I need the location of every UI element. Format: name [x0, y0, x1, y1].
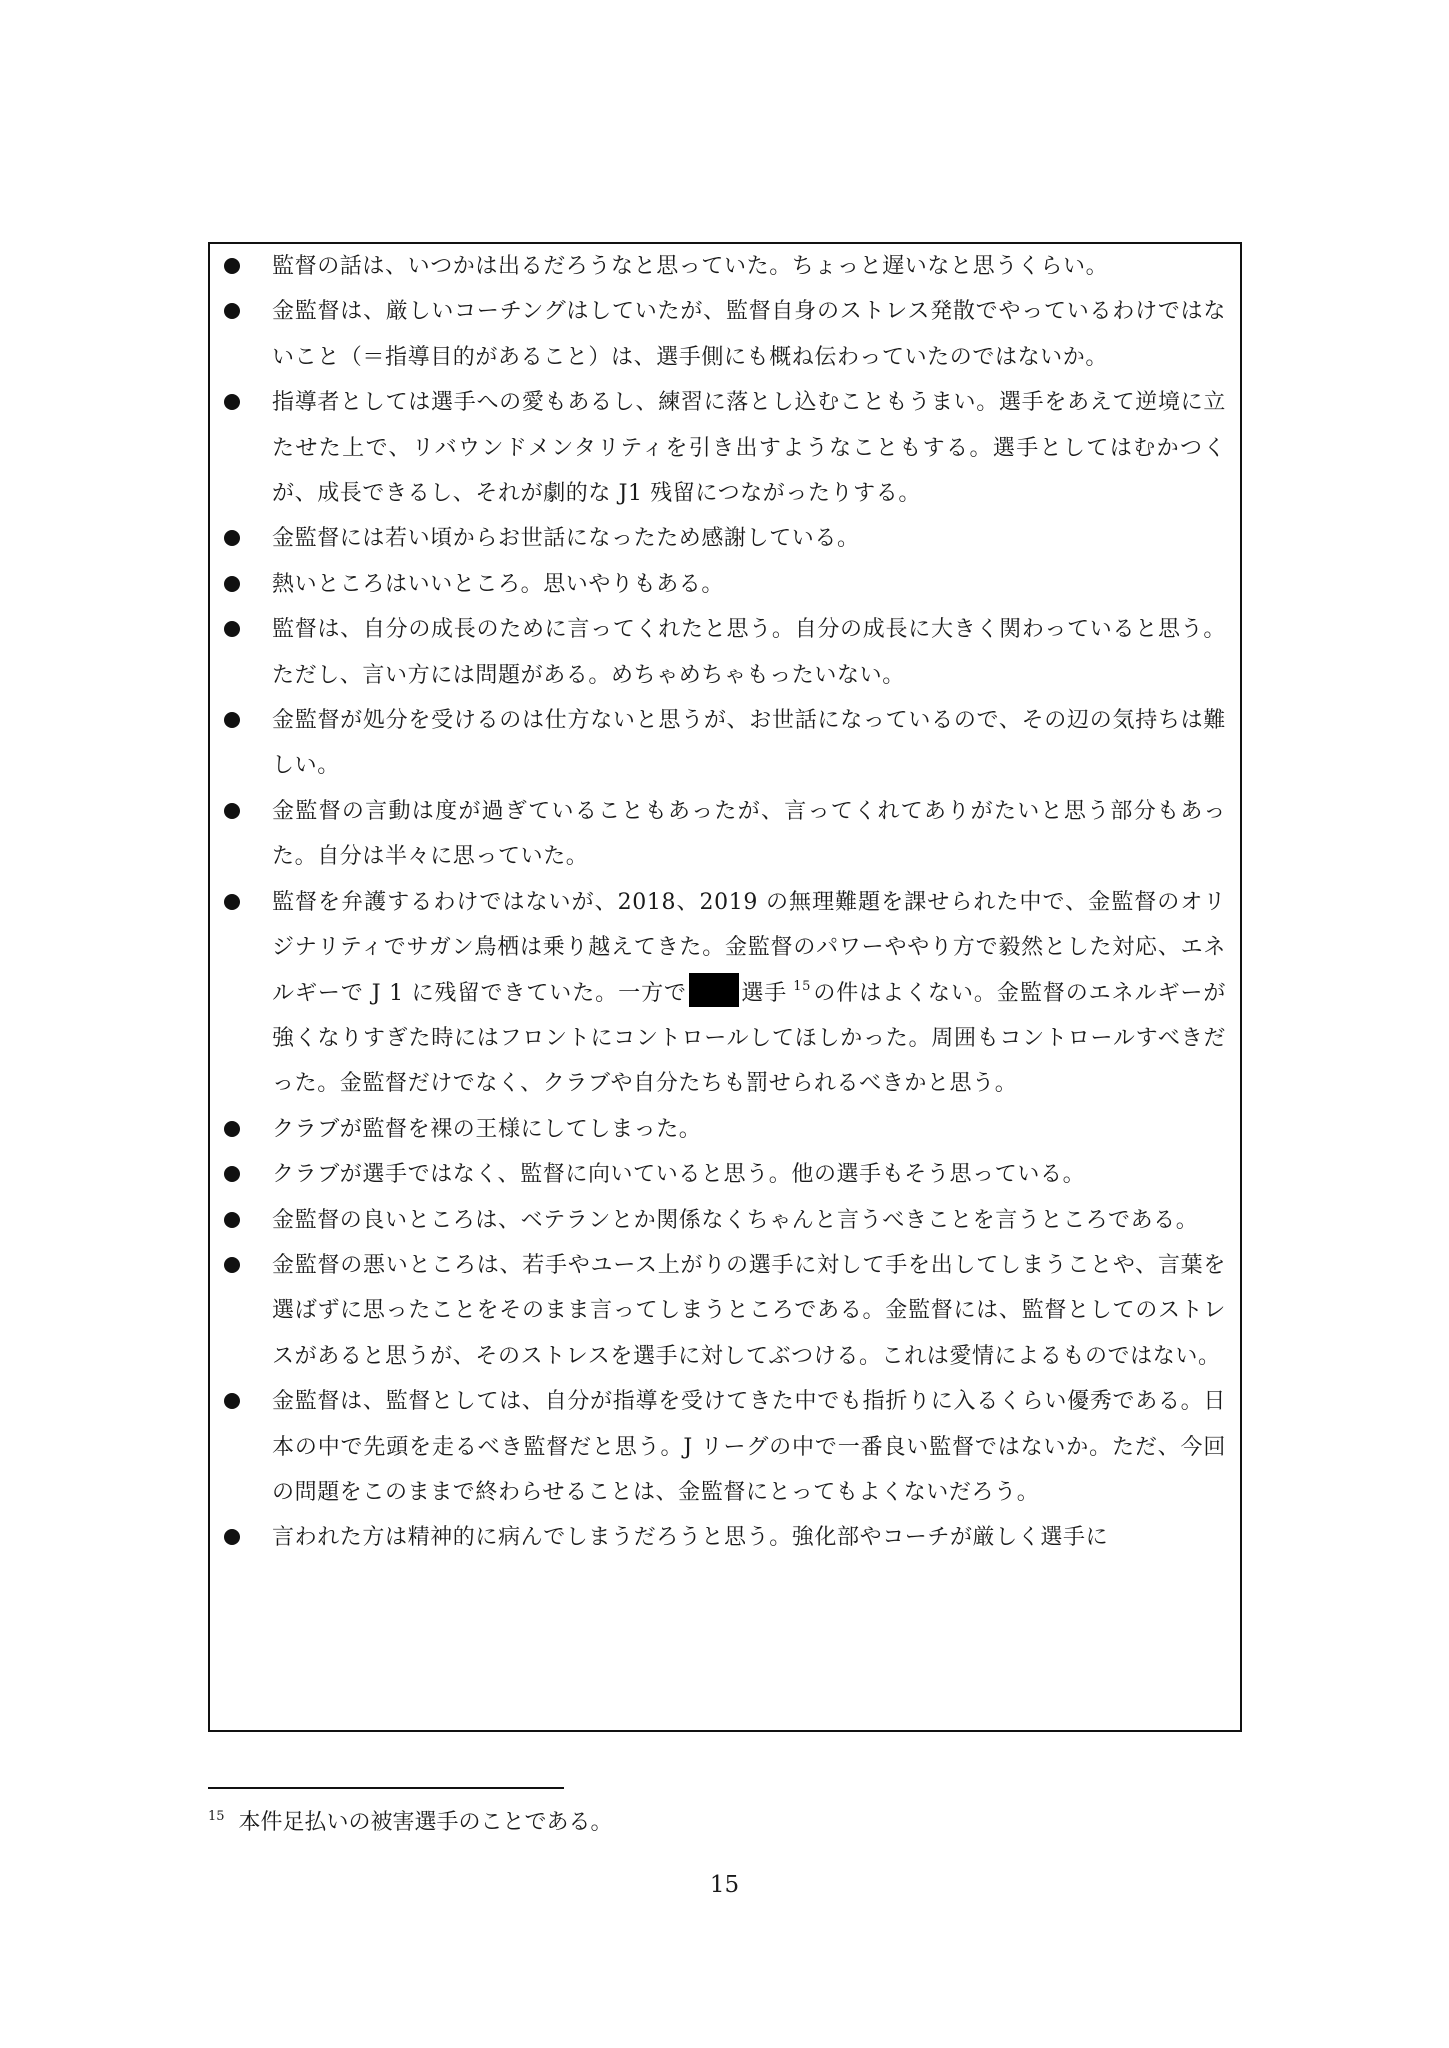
list-item: 監督を弁護するわけではないが、2018、2019 の無理難題を課せられた中で、金監督のオリジナリティでサガン鳥栖は乗り越えてきた。金監督のパワーややり方で毅然とした対応、エネルギーで J 1 に残留できていた。一方で 選手 $^{15}$の件はよくない。金監督のエネルギーが強くなりすぎた時にはフロントにコントロールしてほしかった。周囲もコントロールすべきだった。金監督だけでなく、クラブや自分たちも罰せられるべきかと思う。: [210, 880, 1226, 1107]
bullet-icon: [224, 258, 240, 274]
bullet-icon: [224, 1121, 240, 1137]
list-item: 金監督には若い頃からお世話になったため感謝している。: [210, 516, 1226, 561]
redaction-block: [689, 973, 739, 1007]
bullet-icon: [224, 894, 240, 910]
list-item: 金監督の悪いところは、若手やユース上がりの選手に対して手を出してしまうことや、言葉を選ばずに思ったことをそのまま言ってしまうところである。金監督には、監督としてのストレスがあると思うが、そのストレスを選手に対してぶつける。これは愛情によるものではない。: [210, 1243, 1226, 1379]
footnote-text: 本件足払いの被害選手のことである。: [238, 1810, 613, 1835]
page-number: 15: [709, 1872, 740, 1898]
bullet-icon: [224, 303, 240, 319]
list-item: クラブが選手ではなく、監督に向いていると思う。他の選手もそう思っている。: [210, 1152, 1226, 1197]
list-item: 金監督は、厳しいコーチングはしていたが、監督自身のストレス発散でやっているわけではないこと（＝指導目的があること）は、選手側にも概ね伝わっていたのではないか。: [210, 289, 1226, 380]
list-item: 指導者としては選手への愛もあるし、練習に落とし込むこともうまい。選手をあえて逆境に立たせた上で、リバウンドメンタリティを引き出すようなこともする。選手としてはむかつくが、成長できるし、それが劇的な J1 残留につながったりする。: [210, 380, 1226, 516]
footnote: [208, 1808, 1208, 1838]
bullet-icon: [224, 803, 240, 819]
list-item: クラブが監督を裸の王様にしてしまった。: [210, 1107, 1226, 1152]
bullet-icon: [224, 1212, 240, 1228]
list-item: 金監督が処分を受けるのは仕方ないと思うが、お世話になっているので、その辺の気持ちは難しい。: [210, 698, 1226, 789]
list-item: 金監督の言動は度が過ぎていることもあったが、言ってくれてありがたいと思う部分もあった。自分は半々に思っていた。: [210, 789, 1226, 880]
bullet-icon: [224, 712, 240, 728]
footnote-number: 15: [208, 1809, 225, 1824]
bullet-icon: [224, 530, 240, 546]
bullet-icon: [224, 1529, 240, 1545]
bullet-icon: [224, 621, 240, 637]
bullet-icon: [224, 576, 240, 592]
bullet-icon: [224, 1393, 240, 1409]
list-item: 監督の話は、いつかは出るだろうなと思っていた。ちょっと遅いなと思うくらい。: [210, 244, 1226, 289]
footnote-reference[interactable]: 15: [793, 978, 811, 994]
list-item: 金監督は、監督としては、自分が指導を受けてきた中でも指折りに入るくらい優秀である。日本の中で先頭を走るべき監督だと思う。J リーグの中で一番良い監督ではないか。ただ、今回の問題をこのままで終わらせることは、金監督にとってもよくないだろう。: [210, 1379, 1226, 1515]
list-item: 熱いところはいいところ。思いやりもある。: [210, 562, 1226, 607]
bullet-icon: [224, 1166, 240, 1182]
list-item: 言われた方は精神的に病んでしまうだろうと思う。強化部やコーチが厳しく選手に: [210, 1515, 1226, 1560]
list-item: 金監督の良いところは、ベテランとか関係なくちゃんと言うべきことを言うところである。: [210, 1198, 1226, 1243]
bullet-icon: [224, 394, 240, 410]
footnote-divider: [208, 1787, 564, 1789]
statement-box: [208, 242, 1242, 1732]
list-item: 監督は、自分の成長のために言ってくれたと思う。自分の成長に大きく関わっていると思う。ただし、言い方には問題がある。めちゃめちゃもったいない。: [210, 607, 1226, 698]
statement-list: [210, 244, 1226, 1561]
bullet-icon: [224, 1257, 240, 1273]
